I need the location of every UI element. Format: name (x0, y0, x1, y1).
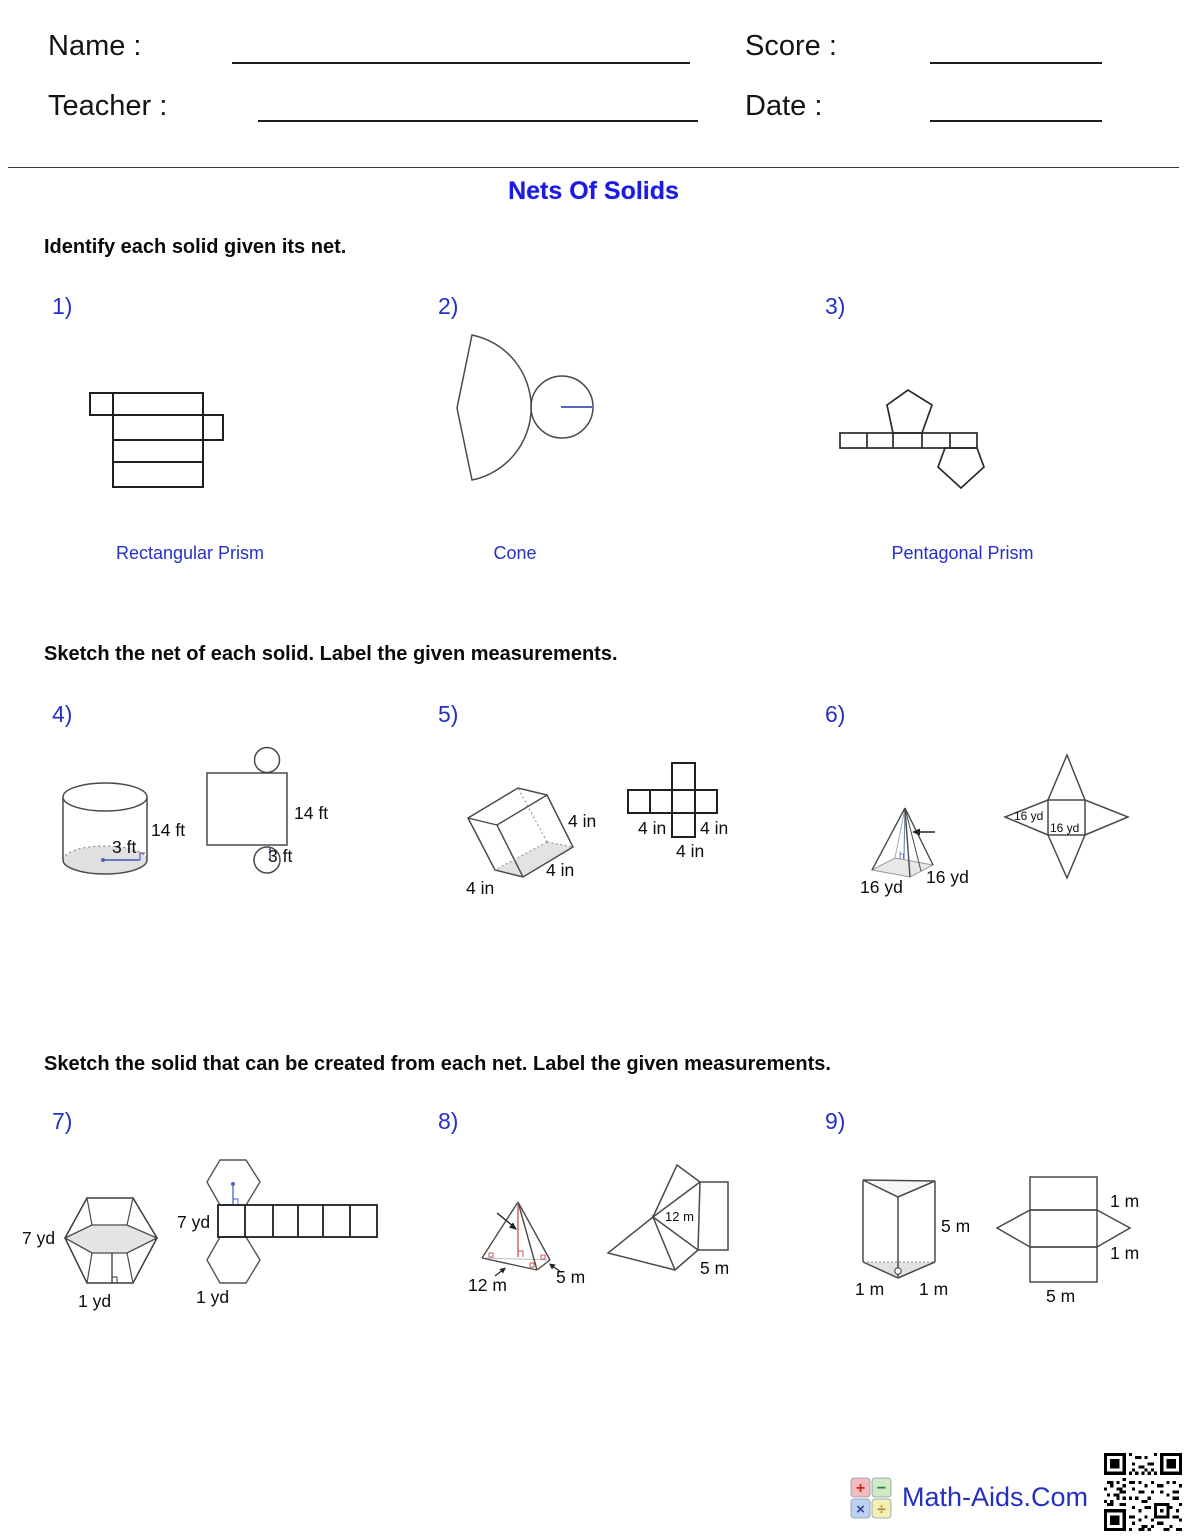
p5-net-bottom-label: 4 in (676, 841, 705, 861)
cylinder-net-top-circle (255, 748, 280, 773)
problem2-answer: Cone (493, 543, 537, 563)
p9-net-base-label: 5 m (1046, 1286, 1076, 1306)
problem7-number: 7) (52, 1108, 73, 1134)
problem5-number: 5) (438, 701, 459, 727)
header-divider (8, 167, 1179, 168)
math-aids-logo-icon (850, 1477, 892, 1519)
page-title: Nets Of Solids (508, 177, 679, 205)
triprism-top-face (863, 1180, 935, 1197)
problem3-number: 3) (825, 293, 846, 319)
problem8-number: 8) (438, 1108, 459, 1134)
p6-height-symbol: h (899, 851, 905, 862)
p4-solid-height-label: 14 ft (151, 820, 186, 840)
p8-net-base-label: 5 m (700, 1258, 730, 1278)
net-rectangular-prism-faces (90, 393, 223, 487)
p7-net-base-label: 1 yd (196, 1287, 230, 1307)
p8-solid-base-label: 12 m (468, 1275, 507, 1295)
net-pentagonal-prism-faces (840, 390, 984, 488)
p4-net-radius-label: 3 ft (268, 846, 293, 866)
p5-edge-right-label: 4 in (568, 811, 597, 831)
net-pentagonal-prism (835, 385, 995, 500)
p5-net-left-label: 4 in (638, 818, 667, 838)
problem1-number: 1) (52, 293, 73, 319)
p6-base-front-label: 16 yd (860, 877, 903, 897)
p5-edge-left-label: 4 in (466, 878, 495, 898)
p9-net-top-label: 1 m (1110, 1191, 1140, 1211)
problem6-number: 6) (825, 701, 846, 727)
solid-hexagonal-prism (60, 1190, 165, 1290)
p5-net-right-label: 4 in (700, 818, 729, 838)
problem9-number: 9) (825, 1108, 846, 1134)
net-cone (445, 325, 605, 495)
qr-code (1104, 1453, 1182, 1531)
p7-solid-side-label: 7 yd (22, 1228, 56, 1248)
teacher-label: Teacher : (48, 90, 168, 122)
date-blank-line (930, 120, 1102, 122)
date-label: Date : (745, 90, 823, 122)
hexnet-strip (218, 1205, 377, 1237)
net-hexagonal-prism (195, 1155, 390, 1290)
p6-net-center-label: 16 yd (1050, 821, 1080, 835)
name-label: Name : (48, 30, 142, 62)
p7-net-side-label: 7 yd (177, 1212, 211, 1232)
plus-icon: + (855, 1480, 866, 1497)
cone-sector (457, 335, 531, 480)
triprism-right-angle-mark (895, 1268, 901, 1274)
problem3-answer: Pentagonal Prism (891, 543, 1034, 563)
section1-instruction: Identify each solid given its net. (44, 236, 347, 258)
brand-name: Math-Aids.Com (902, 1482, 1089, 1512)
p4-solid-radius-label: 3 ft (112, 837, 137, 857)
minus-icon: − (876, 1480, 887, 1497)
p5-edge-front-label: 4 in (546, 860, 575, 880)
problem4-number: 4) (52, 701, 73, 727)
divide-icon: ÷ (877, 1501, 886, 1518)
p8-solid-edge-label: 5 m (556, 1267, 586, 1287)
hexprism-face (65, 1225, 157, 1253)
p9-solid-base-right-label: 1 m (919, 1279, 949, 1299)
section3-instruction: Sketch the solid that can be created from each net. Label the given measurements. (44, 1053, 831, 1075)
score-blank-line (930, 62, 1102, 64)
p9-solid-base-left-label: 1 m (855, 1279, 885, 1299)
name-blank-line (232, 62, 690, 64)
teacher-blank-line (258, 120, 698, 122)
tripyramid-pointer-arrow (497, 1213, 513, 1226)
p4-net-height-label: 14 ft (294, 803, 329, 823)
section2-instruction: Sketch the net of each solid. Label the given measurements. (44, 643, 618, 665)
problem2-number: 2) (438, 293, 459, 319)
problem1-answer: Rectangular Prism (115, 543, 265, 563)
cylinder-net-rectangle (207, 773, 287, 845)
cylinder-top-face (63, 783, 147, 811)
hexnet-bottom-hexagon (207, 1237, 260, 1283)
p7-solid-base-label: 1 yd (78, 1291, 112, 1311)
net-rectangular-prism (83, 386, 233, 496)
p9-net-bottom-label: 1 m (1110, 1243, 1140, 1263)
p8-net-slant-label: 12 m (665, 1209, 694, 1224)
p6-base-right-label: 16 yd (926, 867, 969, 887)
times-icon: × (856, 1501, 865, 1518)
p9-solid-height-label: 5 m (941, 1216, 971, 1236)
score-label: Score : (745, 30, 837, 62)
p6-net-left-label: 16 yd (1014, 809, 1044, 823)
